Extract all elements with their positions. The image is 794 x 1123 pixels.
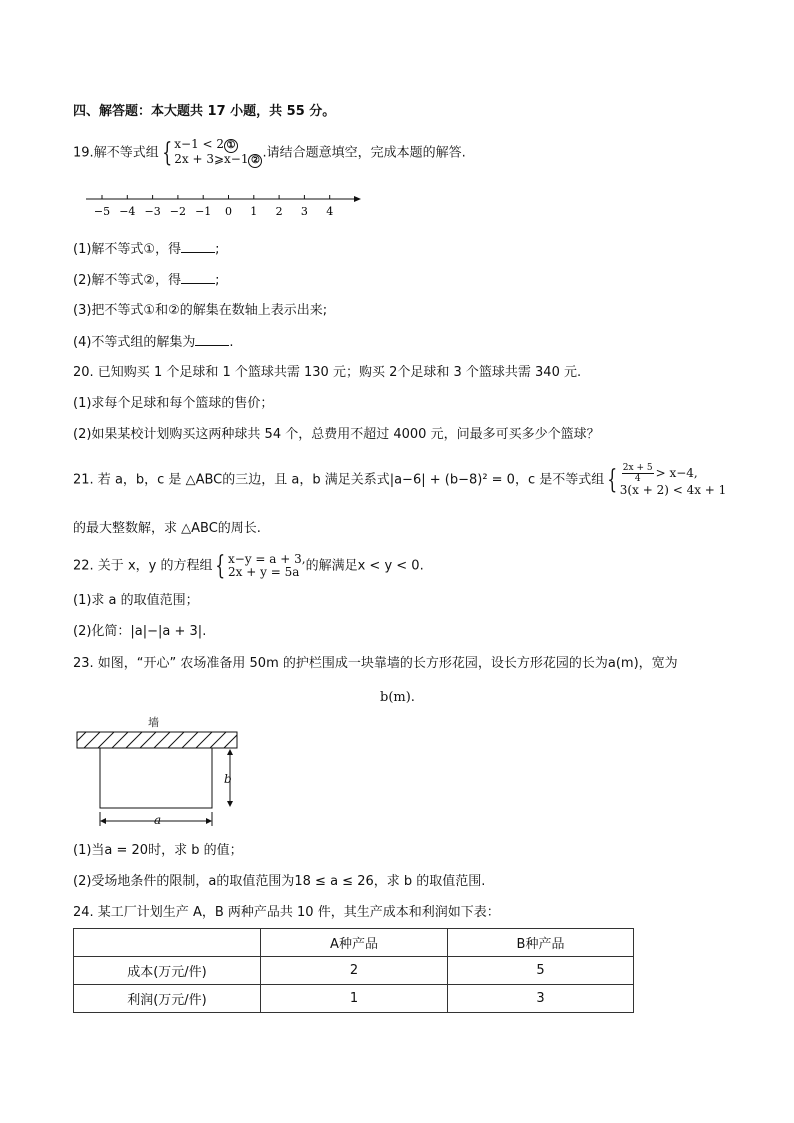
axis-tick-label: −1 bbox=[195, 205, 212, 218]
garden-figure bbox=[76, 712, 244, 832]
axis-tick-label: 1 bbox=[250, 205, 258, 218]
q22-system: { x−y = a + 3, 2x + y = 5a bbox=[215, 551, 306, 581]
q22-part1: (1)求 a 的取值范围； bbox=[73, 593, 199, 608]
q20-text: 20. 已知购买 1 个足球和 1 个篮球共需 130 元；购买 2个足球和 3 个篮球共需 340 元. bbox=[73, 365, 582, 380]
q23-line2: b(m). bbox=[380, 690, 415, 705]
q20-part2: (2)如果某校计划购买这两种球共 54 个，总费用不超过 4000 元，问最多可买多少个篮球？ bbox=[73, 427, 600, 442]
q19-line bbox=[73, 138, 466, 168]
q19-number: 19. bbox=[73, 145, 94, 161]
table-cell: 1 bbox=[261, 985, 448, 1013]
q22-part2: (2)化简：|a|−|a + 3|. bbox=[73, 624, 207, 639]
axis-tick-label: −3 bbox=[144, 205, 161, 218]
table-row bbox=[74, 985, 634, 1013]
q19-system: { x−1 < 2 ① 2x + 3⩾x−1 ② bbox=[159, 138, 263, 168]
q23-line1: 23. 如图，“开心” 农场准备用 50m 的护栏围成一块靠墙的长方形花园，设长方形花园的长为a(m)，宽为 bbox=[73, 656, 678, 671]
q21-line: 21. 若 a，b，c 是 △ABC的三边，且 a，b 满足关系式|a−6| + (b−8)² = 0，c 是不等式组 { $\frac{2x + 5}{4}$ > x−4, 3(x + 2) < 4x + 1 bbox=[73, 463, 727, 497]
q22-line: 22. 关于 x，y 的方程组 { x−y = a + 3, 2x + y = 5a 的解满足x < y < 0. bbox=[73, 551, 424, 581]
q19-part1: (1)解不等式①，得 ; bbox=[73, 242, 220, 257]
q19-part3: (3)把不等式①和②的解集在数轴上表示出来; bbox=[73, 303, 328, 318]
q21-system: { $\frac{2x + 5}{4}$ > x−4, 3(x + 2) < 4x + 1 bbox=[607, 463, 727, 497]
a-label: a bbox=[154, 813, 162, 827]
q24-text: 24. 某工厂计划生产 A，B 两种产品共 10 件，其生产成本和利润如下表： bbox=[73, 905, 500, 920]
table-cell: 成本(万元/件) bbox=[74, 957, 261, 985]
axis-tick-label: −2 bbox=[169, 205, 187, 218]
table-header-row bbox=[74, 929, 634, 957]
axis-tick-label: 0 bbox=[225, 205, 232, 218]
table-cell: 利润(万元/件) bbox=[74, 985, 261, 1013]
q19-tail: .请结合题意填空，完成本题的解答. bbox=[262, 145, 466, 161]
table-header-cell: B种产品 bbox=[448, 929, 634, 957]
q19-part2: (2)解不等式②，得 ; bbox=[73, 273, 220, 288]
product-table bbox=[73, 928, 634, 1013]
q19-lead: 解不等式组 bbox=[93, 145, 159, 161]
q19-part4: (4)不等式组的解集为 . bbox=[73, 335, 234, 350]
table-cell: 2 bbox=[261, 957, 448, 985]
table-header-cell bbox=[74, 929, 261, 957]
number-line bbox=[86, 188, 361, 222]
q23-part1: (1)当a = 20时，求 b 的值； bbox=[73, 843, 243, 858]
axis-tick-label: −4 bbox=[119, 205, 136, 218]
circle-one: ① bbox=[224, 139, 238, 153]
b-label: b bbox=[224, 772, 232, 786]
table-cell: 5 bbox=[448, 957, 634, 985]
q20-part1: (1)求每个足球和每个篮球的售价； bbox=[73, 396, 274, 411]
arrow-icon bbox=[354, 196, 361, 202]
table-cell: 3 bbox=[448, 985, 634, 1013]
axis-tick-label: 3 bbox=[300, 205, 308, 218]
axis-tick-label: 4 bbox=[326, 205, 334, 218]
section-heading: 四、解答题：本大题共 17 小题，共 55 分。 bbox=[73, 104, 336, 119]
axis-tick-label: −5 bbox=[93, 205, 111, 218]
circle-two: ② bbox=[248, 154, 262, 168]
table-row bbox=[74, 957, 634, 985]
table-header-cell: A种产品 bbox=[261, 929, 448, 957]
garden-fence bbox=[100, 748, 212, 808]
axis-tick-label: 2 bbox=[275, 205, 283, 218]
wall-label: 墙 bbox=[148, 716, 159, 729]
q21-line2: 的最大整数解，求 △ABC的周长. bbox=[73, 521, 261, 536]
q23-part2: (2)受场地条件的限制，a的取值范围为18 ≤ a ≤ 26，求 b 的取值范围. bbox=[73, 874, 486, 889]
